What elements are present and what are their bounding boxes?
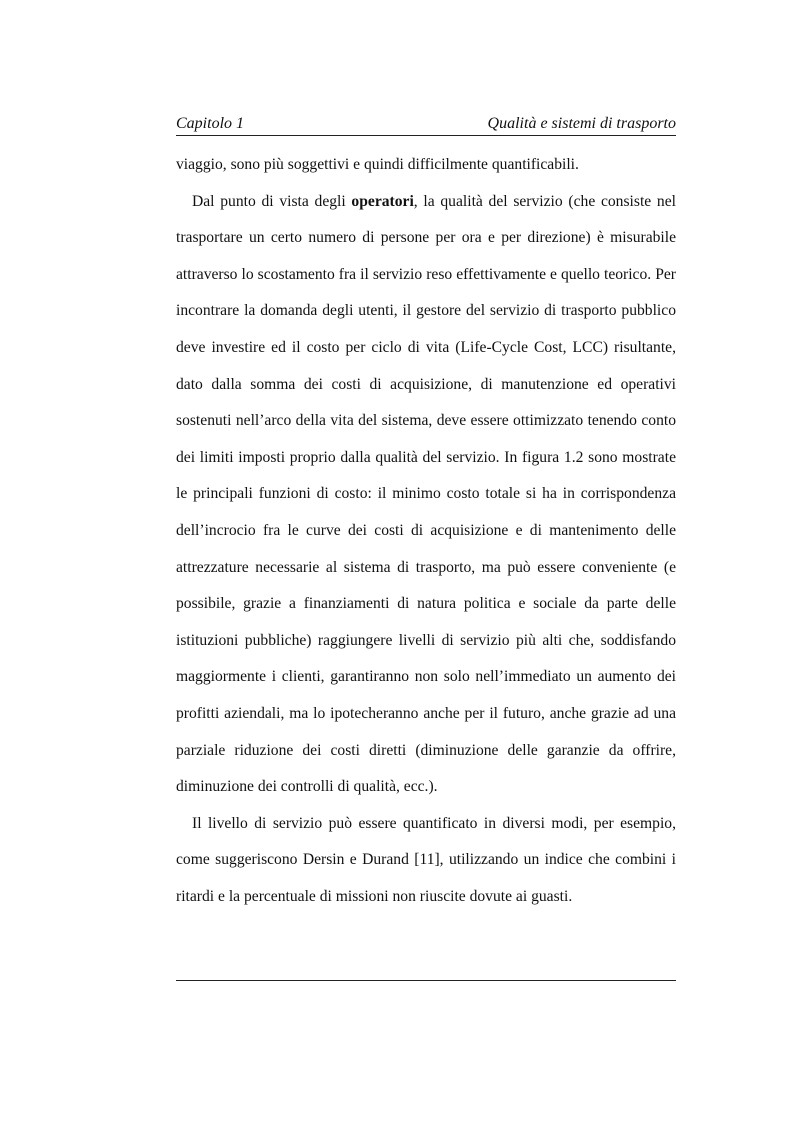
page-header [176, 113, 676, 136]
paragraph-service-level: Il livello di servizio può essere quantificato in diversi modi, per esempio, come suggeriscono Dersin e Durand [11], utilizzando un indice che combini i ritardi e la percentuale di missioni non riuscite dovute ai guasti. [176, 814, 676, 905]
chapter-label: Capitolo 1 [176, 115, 245, 132]
bold-term-operators: operatori [351, 192, 414, 210]
body-text [176, 147, 676, 915]
paragraph-operators-intro: Dal punto di vista degli [192, 192, 352, 210]
footer-rule [176, 980, 676, 981]
paragraph-operators [176, 184, 676, 806]
paragraph-operators-body: , la qualità del servizio (che consiste nel trasportare un certo numero di persone per ora e per direzione) è misurabile attraverso lo scostamento fra il servizio reso effettivamente e quello teorico. Per incontrare la domanda degli utenti, il gestore del servizio di trasporto pubblico deve investire ed il costo per ciclo di vita (Life-Cycle Cost, LCC) risultante, dato dalla somma dei costi di acquisizione, di manutenzione ed operativi sostenuti nell’arco della vita del sistema, deve essere ottimizzato tenendo conto dei limiti imposti proprio dalla qualità del servizio. In figura 1.2 sono mostrate le principali funzioni di costo: il minimo costo totale si ha in corrispondenza dell’incrocio fra le curve dei costi di acquisizione e di mantenimento delle attrezzature necessarie al sistema di trasporto, ma può essere conveniente (e possibile, grazie a finanziamenti di natura politica e sociale da parte delle istituzioni pubbliche) raggiungere livelli di servizio più alti che, soddisfando maggiormente i clienti, garantiranno non solo nell’immediato un aumento dei profitti aziendali, ma lo ipotecheranno anche per il futuro, anche grazie ad una parziale riduzione dei costi diretti (diminuzione delle garanzie da offrire, diminuzione dei controlli di qualità, ecc.). [176, 192, 676, 796]
paragraph-continuation: viaggio, sono più soggettivi e quindi difficilmente quantificabili. [176, 156, 579, 173]
section-title: Qualità e sistemi di trasporto [487, 115, 676, 132]
